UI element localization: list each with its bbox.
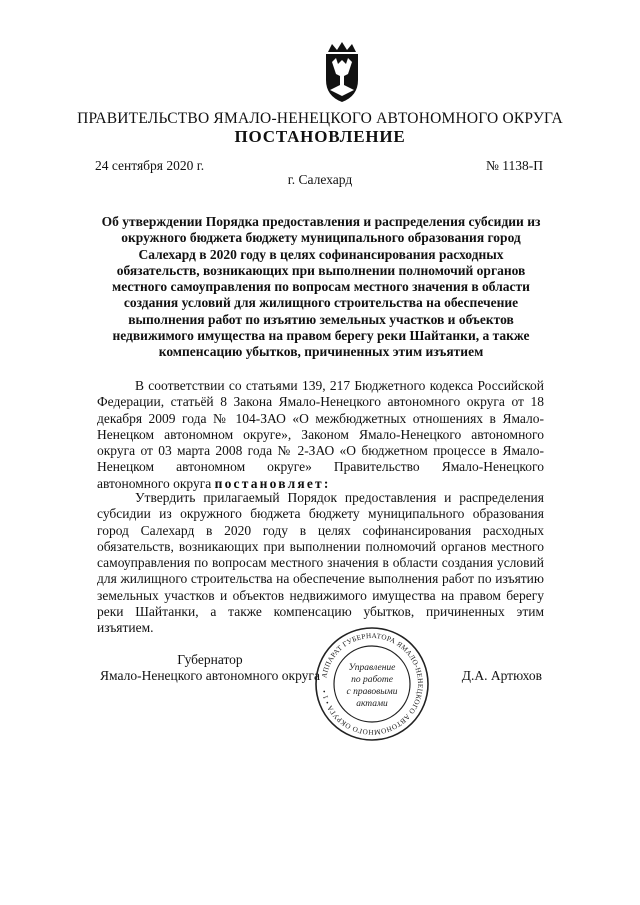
organization-name: ПРАВИТЕЛЬСТВО ЯМАЛО-НЕНЕЦКОГО АВТОНОМНОГО ОКРУГА	[77, 110, 563, 127]
signatory-position-line1: Губернатор	[177, 652, 243, 667]
signatory-name: Д.А. Артюхов	[461, 668, 542, 683]
preamble-text: В соответствии со статьями 139, 217 Бюджетного кодекса Российской Федерации, статьёй 8 Закона Ямало-Ненецкого автономного округа от 18 декабря 2009 года № 104-ЗАО «О межбюджетных отношениях в Ямало-Ненецком автономном округе», Законом Ямало-Ненецкого автономного округа от 03 марта 2008 года № 2-ЗАО «О бюджетном процессе в Ямало-Ненецком автономном округе» Правительство Ямало-Ненецкого автономного округа	[97, 378, 544, 491]
document-title: Об утверждении Порядка предоставления и распределения субсидии из окружного бюджета бюджету муниципального образования город Салехард в 2020 году в целях софинансирования расходных обязательств, возникающих при выполнении полномочий органов местного самоуправления по вопросам местного значения в области создания условий для жилищного строительства на обеспечение выполнения работ по изъятию земельных участков и объектов недвижимого имущества на правом берегу реки Шайтанки, а также компенсацию убытков, причиненных этим изъятием	[101, 214, 541, 360]
official-stamp	[313, 625, 431, 743]
coat-of-arms-icon	[318, 40, 366, 104]
preamble-paragraph	[97, 378, 544, 492]
document-number: № 1138-П	[486, 158, 543, 173]
signatory-position	[95, 652, 325, 684]
document-type: ПОСТАНОВЛЕНИЕ	[234, 127, 406, 146]
document-date: 24 сентября 2020 г.	[95, 158, 205, 173]
stamp-ring-text: АППАРАТ ГУБЕРНАТОРА ЯМАЛО-НЕНЕЦКОГО АВТОНОМНОГО ОКРУГА • 1 •	[320, 631, 425, 737]
decree-word: постановляет:	[214, 475, 331, 491]
signatory-position-line2: Ямало-Ненецкого автономного округа	[100, 668, 320, 683]
stamp-line3: с правовыми	[346, 687, 398, 697]
document-city: г. Салехард	[287, 172, 353, 187]
stamp-line1: Управление	[348, 663, 396, 673]
resolution-paragraph: Утвердить прилагаемый Порядок предоставления и распределения субсидии из окружного бюджета бюджету муниципального образования город Салехард в 2020 году в целях софинансирования расходных обязательств, возникающих при выполнении полномочий органов местного самоуправления по вопросам местного значения в области создания условий для жилищного строительства на обеспечение выполнения работ по изъятию земельных участков и объектов недвижимого имущества на правом берегу реки Шайтанки, а также компенсацию убытков, причиненных этим изъятием.	[97, 490, 544, 636]
stamp-line2: по работе	[351, 675, 393, 685]
stamp-line4: актами	[356, 699, 388, 709]
